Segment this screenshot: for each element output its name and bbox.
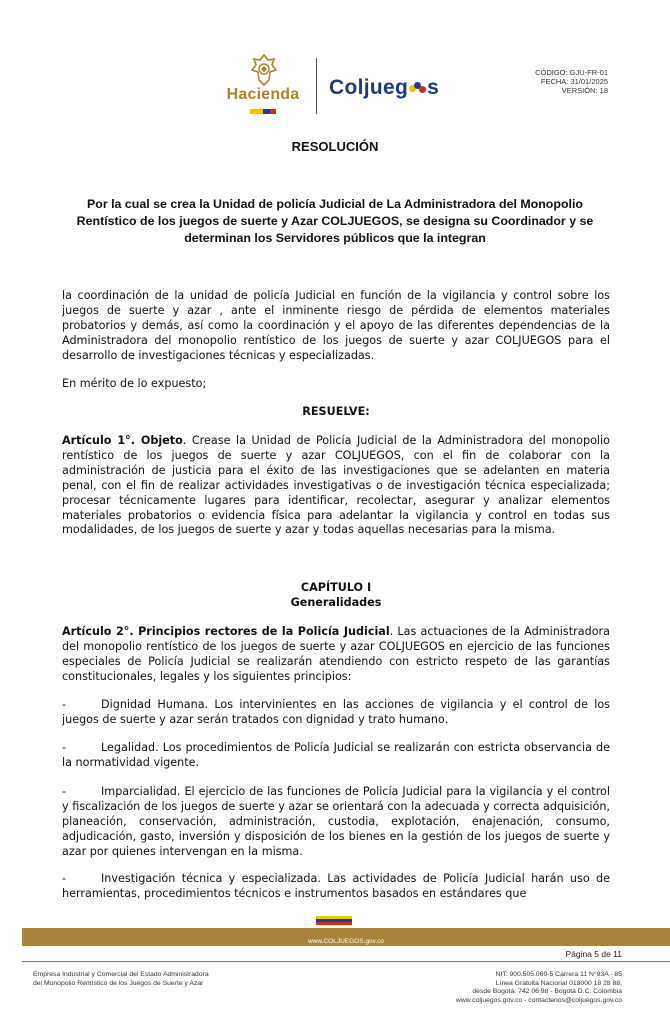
footer-bogota-phone: desde Bogotá: 742 06 98 - Bogotá D.C. Colombia [472, 988, 622, 995]
footer-left-line: del Monopolio Rentístico de los Juegos de Suerte y Azar [33, 979, 204, 987]
principle-text: Imparcialidad. El ejercicio de las funciones de Policía Judicial para la vigilancia y el control y fiscalización de los juegos de suerte y azar se orientará con la adecuada y correcta adquisición, planeación, conservación, administración, custodia, explotación, enajenación, consumo, adjudicación, gasto, inversión y disposición de los bienes en la gestión de los juegos de suerte y azar por quienes intervengan en la misma. [62, 785, 610, 858]
article-1 [62, 434, 610, 538]
doc-date: FECHA: 31/01/2025 [540, 77, 608, 86]
doc-version: VERSIÓN: 18 [561, 86, 608, 95]
principle-item [62, 741, 610, 771]
principle-text: Legalidad. Los procedimientos de Policía Judicial se realizarán con estricta observancia de la normatividad vigente. [62, 741, 610, 769]
article-2 [62, 625, 610, 685]
resuelve-heading: RESUELVE: [302, 405, 370, 418]
header-divider [316, 58, 317, 114]
hacienda-logo [222, 52, 304, 118]
intro-paragraph: la coordinación de la unidad de policía Judicial en función de la vigilancia y control sobre los juegos de suerte y azar , ante el inminente riesgo de pérdida de elementos materiales probatorios y demás, así como la coordinación y el apoyo de las diferentes dependencias de la Administradora del monopolio rentístico de los juegos de suerte y azar COLJUEGOS para el desarrollo de investigaciones técnicas y especializadas. [62, 289, 610, 362]
list-dash: - [62, 872, 67, 885]
document-metadata [535, 68, 608, 95]
principle-item [62, 872, 610, 902]
principle-item [62, 698, 610, 728]
article-2-heading: Artículo 2°. Principios rectores de la Policía Judicial [62, 625, 390, 638]
article-1-heading: Artículo 1°. Objeto [62, 434, 183, 447]
footer-nit-address: NIT: 900.505.060-5 Carrera 11 N°93A - 85 [495, 971, 622, 978]
colombia-seal-icon [250, 54, 278, 86]
footer-flag-stripe [316, 916, 352, 925]
footer-phone-line: Línea Gratuita Nacional 018000 18 28 88, [495, 979, 622, 987]
coljuegos-wordmark-suffix: s [427, 76, 440, 99]
footer-divider [22, 961, 670, 962]
coljuegos-logo [329, 76, 439, 100]
article-1-body: . Crease la Unidad de Policía Judicial de la Administradora del monopolio rentístico de los juegos de suerte y azar COLJUEGOS, con el fin de colaborar con la administración de justicia para el éxito de las investigaciones que se adelanten en materia penal, con el fin de realizar actividades investigativas o de investigación técnica especializada; procesar técnicamente lugares para identificar, recolectar, asegurar y analizar elementos materiales probatorios o evidencia física para adelantar la vigilancia y control en todas sus modalidades, de los juegos de suerte y azar y todas aquellas necesarias para la misma. [62, 434, 610, 537]
list-dash: - [62, 785, 67, 798]
page-number: Página 5 de 11 [565, 949, 622, 959]
principle-text: Dignidad Humana. Los intervinientes en las acciones de vigilancia y el control de los juegos de suerte y azar serán tratados con dignidad y trato humano. [62, 698, 610, 726]
document-title: RESOLUCIÓN [291, 139, 379, 154]
doc-code: CÓDIGO: GJU-FR-01 [535, 68, 608, 77]
colombia-flag-stripe [250, 109, 276, 114]
coljuegos-dots-icon [409, 81, 426, 95]
list-dash: - [62, 741, 67, 754]
hacienda-wordmark: Hacienda [226, 86, 300, 103]
principle-text: Investigación técnica y especializada. Las actividades de Policía Judicial harán uso de herramientas, procedimientos técnicos e instrumentos basados en estándares que [62, 872, 610, 900]
list-dash: - [62, 698, 67, 711]
principle-item [62, 785, 610, 860]
footer-contact-info [456, 971, 622, 1005]
coljuegos-wordmark-prefix: Coljueg [329, 76, 409, 99]
chapter-number: CAPÍTULO I [300, 581, 372, 594]
footer-left-line: Empresa Industrial y Comercial del Estado Administradora [33, 971, 209, 978]
document-subtitle: Por la cual se crea la Unidad de policía Judicial de La Administradora del Monopolio Rentístico de los juegos de suerte y Azar COLJUEGOS, se designa su Coordinador y se determinan los Servidores públicos que la integran [76, 197, 594, 245]
footer-web-bar [22, 928, 670, 946]
merito-paragraph: En mérito de lo expuesto; [62, 377, 207, 390]
footer-company-info [33, 971, 209, 988]
letterhead [0, 0, 670, 125]
footer-web-email: www.coljuegos.gov.co - contactenos@coljuegos.gov.co [455, 996, 622, 1004]
chapter-title: Generalidades [290, 596, 382, 609]
article-2-body: . Las actuaciones de la Administradora del monopolio rentístico de los juegos de suerte y azar COLJUEGOS en ejercicio de las funciones especiales de Policía Judicial se realizarán atendiendo con estricto respeto de las garantías constitucionales, legales y los siguientes principios: [62, 625, 610, 683]
footer-website: www.COLJUEGOS.gov.co [307, 938, 385, 945]
